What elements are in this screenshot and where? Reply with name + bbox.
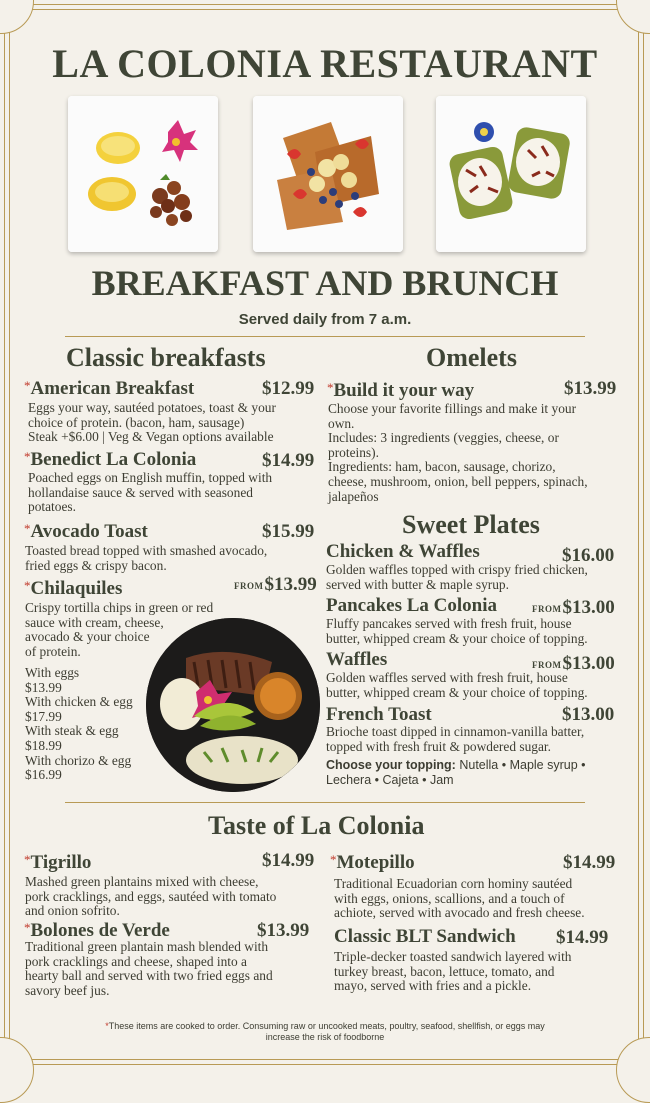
avocado-toast-desc: Toasted bread topped with smashed avocado, fried eggs & crispy bacon. [25,543,268,573]
french-toast-photo [253,96,403,252]
motepillo-desc: Traditional Ecuadorian corn hominy sautéed with eggs, onions, scallions, and a touch of achiote, served with avocado and fresh cheese. [334,876,585,921]
avocado-toast-photo [436,96,586,252]
american-breakfast-name: *American Breakfast [24,378,195,399]
french-toast-price: $13.00 [562,704,615,725]
divider [65,336,585,337]
bolones-desc: Traditional green plantain mash blended with pork cracklings and cheese, shaped into a hearty ball and served with two fried eggs and savory beef jus. [25,939,273,998]
benedict-name: *Benedict La Colonia [24,449,197,470]
bolones-name: *Bolones de Verde [24,920,170,941]
build-your-way-name: *Build it your way [327,380,475,401]
blt-name: Classic BLT Sandwich [334,926,516,947]
motepillo-price: $14.99 [563,852,616,873]
waffles-desc: Golden waffles served with fresh fruit, house butter, whipped cream & your choice of topping. [326,670,588,700]
menu-title: BREAKFAST AND BRUNCH [91,263,559,303]
chilaquiles-photo [146,618,320,792]
american-breakfast-price: $12.99 [262,378,315,399]
build-your-way-price: $13.99 [564,378,617,399]
motepillo-name: *Motepillo [330,852,415,873]
bolones-price: $13.99 [257,920,310,941]
avocado-toast-price: $15.99 [262,521,315,542]
topping-options: Choose your topping: Nutella • Maple syrup • Lechera • Cajeta • Jam [326,758,586,787]
tigrillo-price: $14.99 [262,850,315,871]
eggs-benedict-photo [68,96,218,252]
pancakes-name: Pancakes La Colonia [326,595,498,616]
omelets-heading: Omelets [426,343,517,372]
chilaquiles-name: *Chilaquiles [24,578,123,599]
chilaquiles-desc: Crispy tortilla chips in green or red sauce with cream, cheese, avocado & your choice of protein. [25,600,214,659]
classic-heading: Classic breakfasts [66,343,266,372]
build-your-way-desc: Choose your favorite fillings and make it your own. Includes: 3 ingredients (veggies, cheese, or proteins). Ingredients: ham, bacon, sausage, chorizo, cheese, mushroom, onion, bell peppers, spinach, jalapeños [328,401,588,504]
waffles-price: FROM$13.00 [532,653,615,674]
blt-price: $14.99 [556,927,609,948]
benedict-desc: Poached eggs on English muffin, topped with hollandaise sauce & served with seasoned potatoes. [28,470,273,515]
chicken-waffles-desc: Golden waffles topped with crispy fried chicken, served with butter & maple syrup. [326,562,588,592]
chicken-waffles-price: $16.00 [562,545,615,566]
tigrillo-name: *Tigrillo [24,852,92,873]
french-toast-desc: Brioche toast dipped in cinnamon-vanilla batter, topped with fresh fruit & powdered sugar. [326,724,585,754]
benedict-price: $14.99 [262,450,315,471]
chilaquiles-options: With eggs $13.99 With chicken & egg $17.99 With steak & egg $18.99 With chorizo & egg $16.99 [25,665,133,783]
sweet-plates-heading: Sweet Plates [402,510,540,539]
chicken-waffles-name: Chicken & Waffles [326,541,480,562]
american-breakfast-desc: Eggs your way, sautéed potatoes, toast & your choice of protein. (bacon, ham, sausage) Steak +$6.00 | Veg & Vegan options available [28,400,276,445]
blt-desc: Triple-decker toasted sandwich layered with turkey breast, bacon, lettuce, tomato, and mayo, served with fries and a pickle. [334,949,572,994]
restaurant-name: LA COLONIA RESTAURANT [52,41,598,86]
taste-heading: Taste of La Colonia [208,811,425,840]
pancakes-desc: Fluffy pancakes served with fresh fruit, house butter, whipped cream & your choice of topping. [326,616,588,646]
served-hours: Served daily from 7 a.m. [238,311,412,328]
chilaquiles-price: FROM$13.99 [234,574,317,595]
pancakes-price: FROM$13.00 [532,597,615,618]
waffles-name: Waffles [326,649,388,670]
divider [65,802,585,803]
avocado-toast-name: *Avocado Toast [24,521,148,542]
tigrillo-desc: Mashed green plantains mixed with cheese, pork cracklings, and eggs, sautéed with tomato and onion sofrito. [25,874,277,919]
footnote: *These items are cooked to order. Consuming raw or uncooked meats, poultry, seafood, shellfish, or eggs may increase the risk of foodborne [105,1021,545,1042]
french-toast-name: French Toast [326,704,432,725]
